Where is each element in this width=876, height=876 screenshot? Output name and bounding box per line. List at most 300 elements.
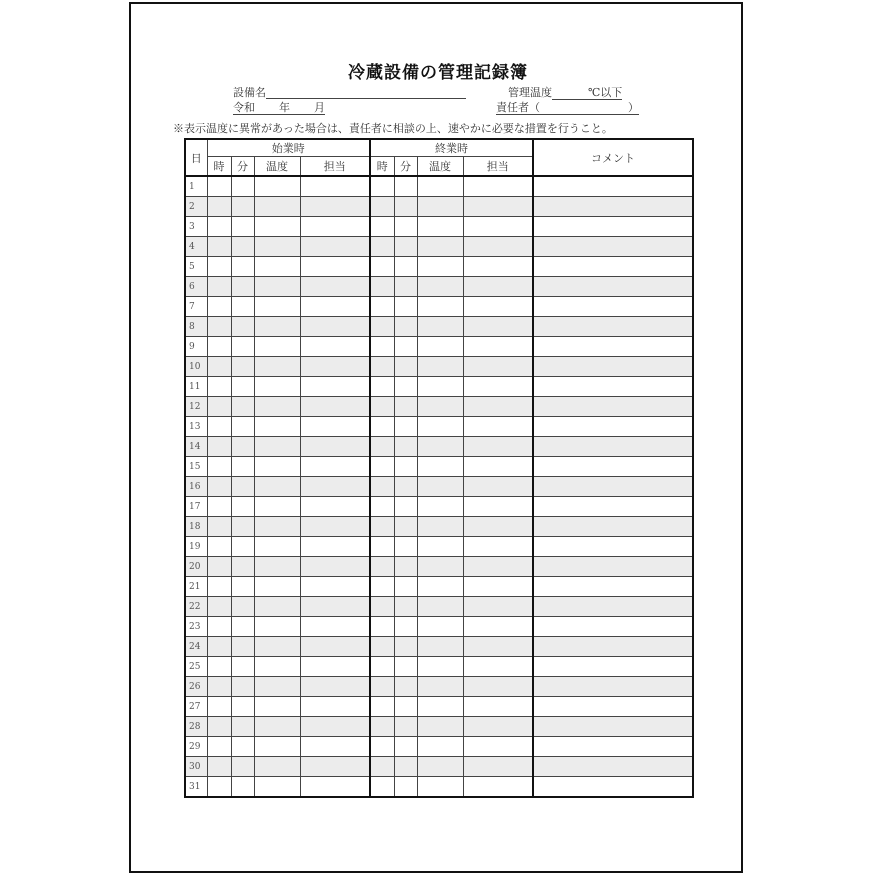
log-body [185,176,693,797]
end-staff-cell[interactable] [463,697,533,717]
start-temp-cell[interactable] [254,337,300,357]
end-staff-cell[interactable] [463,597,533,617]
comment-cell[interactable] [533,277,693,297]
start-hour-cell[interactable] [207,297,231,317]
start-minute-cell[interactable] [231,637,254,657]
end-temp-cell[interactable] [417,517,463,537]
start-hour-cell[interactable] [207,417,231,437]
start-temp-cell[interactable] [254,176,300,197]
start-hour-cell[interactable] [207,657,231,677]
end-temp-cell[interactable] [417,337,463,357]
end-hour-cell[interactable] [370,597,394,617]
start-temp-cell[interactable] [254,377,300,397]
start-hour-cell[interactable] [207,237,231,257]
start-staff-cell[interactable] [300,317,370,337]
start-temp-cell[interactable] [254,357,300,377]
end-staff-cell[interactable] [463,617,533,637]
end-staff-cell[interactable] [463,757,533,777]
end-hour-cell[interactable] [370,497,394,517]
end-hour-cell[interactable] [370,457,394,477]
end-temp-cell[interactable] [417,377,463,397]
start-hour-cell[interactable] [207,437,231,457]
end-staff-cell[interactable] [463,497,533,517]
start-minute-cell[interactable] [231,617,254,637]
start-minute-cell[interactable] [231,277,254,297]
end-minute-cell[interactable] [394,777,417,798]
comment-cell[interactable] [533,617,693,637]
end-staff-cell[interactable] [463,357,533,377]
comment-cell[interactable] [533,657,693,677]
comment-cell[interactable] [533,397,693,417]
start-temp-cell[interactable] [254,397,300,417]
table-row [185,697,693,717]
comment-cell[interactable] [533,497,693,517]
start-staff-cell[interactable] [300,357,370,377]
end-hour-cell[interactable] [370,477,394,497]
start-minute-cell[interactable] [231,297,254,317]
end-hour-cell[interactable] [370,677,394,697]
start-minute-cell[interactable] [231,237,254,257]
start-minute-cell[interactable] [231,257,254,277]
start-minute-cell[interactable] [231,717,254,737]
end-hour-cell[interactable] [370,197,394,217]
start-hour-cell[interactable] [207,637,231,657]
end-hour-cell[interactable] [370,697,394,717]
end-minute-cell[interactable] [394,557,417,577]
start-temp-cell[interactable] [254,517,300,537]
end-minute-cell[interactable] [394,417,417,437]
start-minute-cell[interactable] [231,317,254,337]
end-staff-cell[interactable] [463,637,533,657]
end-hour-cell[interactable] [370,377,394,397]
end-temp-cell[interactable] [417,176,463,197]
start-minute-cell[interactable] [231,557,254,577]
end-hour-header: 時 [370,157,394,177]
end-hour-cell[interactable] [370,617,394,637]
start-temp-cell[interactable] [254,577,300,597]
start-minute-cell[interactable] [231,677,254,697]
end-minute-cell[interactable] [394,737,417,757]
end-temp-cell[interactable] [417,277,463,297]
comment-cell[interactable] [533,517,693,537]
end-staff-cell[interactable] [463,437,533,457]
start-hour-cell[interactable] [207,277,231,297]
end-temp-cell[interactable] [417,197,463,217]
start-temp-cell[interactable] [254,637,300,657]
comment-cell[interactable] [533,557,693,577]
start-staff-cell[interactable] [300,577,370,597]
day-number: 9 [185,337,207,357]
start-temp-cell[interactable] [254,537,300,557]
end-temp-cell[interactable] [417,317,463,337]
month-label: 月 [314,101,325,114]
end-temp-cell[interactable] [417,257,463,277]
start-minute-cell[interactable] [231,337,254,357]
end-minute-cell[interactable] [394,617,417,637]
start-minute-cell[interactable] [231,697,254,717]
start-hour-cell[interactable] [207,677,231,697]
start-staff-cell[interactable] [300,497,370,517]
start-temp-cell[interactable] [254,477,300,497]
start-staff-cell[interactable] [300,397,370,417]
end-temp-cell[interactable] [417,537,463,557]
comment-cell[interactable] [533,297,693,317]
start-minute-cell[interactable] [231,757,254,777]
end-temp-cell[interactable] [417,577,463,597]
end-staff-cell[interactable] [463,457,533,477]
end-staff-cell[interactable] [463,217,533,237]
start-hour-cell[interactable] [207,597,231,617]
start-staff-cell[interactable] [300,717,370,737]
start-hour-cell[interactable] [207,557,231,577]
start-hour-cell[interactable] [207,577,231,597]
end-temp-cell[interactable] [417,777,463,798]
end-minute-cell[interactable] [394,717,417,737]
start-temp-cell[interactable] [254,697,300,717]
end-staff-cell[interactable] [463,477,533,497]
comment-cell[interactable] [533,537,693,557]
start-hour-cell[interactable] [207,457,231,477]
start-minute-cell[interactable] [231,217,254,237]
end-temp-cell[interactable] [417,657,463,677]
end-minute-cell[interactable] [394,677,417,697]
end-minute-cell[interactable] [394,697,417,717]
end-staff-cell[interactable] [463,517,533,537]
start-minute-cell[interactable] [231,597,254,617]
end-staff-cell[interactable] [463,257,533,277]
end-temp-cell[interactable] [417,637,463,657]
start-minute-cell[interactable] [231,457,254,477]
end-temp-cell[interactable] [417,757,463,777]
end-staff-cell[interactable] [463,197,533,217]
end-minute-cell[interactable] [394,657,417,677]
start-staff-cell[interactable] [300,617,370,637]
day-number: 14 [185,437,207,457]
start-staff-cell[interactable] [300,377,370,397]
end-temp-cell[interactable] [417,617,463,637]
start-staff-cell[interactable] [300,697,370,717]
end-minute-cell[interactable] [394,176,417,197]
start-hour-cell[interactable] [207,176,231,197]
end-staff-cell[interactable] [463,557,533,577]
start-staff-cell[interactable] [300,657,370,677]
start-staff-cell[interactable] [300,457,370,477]
end-hour-cell[interactable] [370,777,394,798]
end-staff-cell[interactable] [463,537,533,557]
start-temp-cell[interactable] [254,257,300,277]
comment-cell[interactable] [533,697,693,717]
comment-cell[interactable] [533,737,693,757]
end-staff-cell[interactable] [463,377,533,397]
start-minute-cell[interactable] [231,417,254,437]
table-row [185,577,693,597]
table-row [185,437,693,457]
comment-cell[interactable] [533,717,693,737]
comment-cell[interactable] [533,477,693,497]
start-staff-cell[interactable] [300,537,370,557]
start-staff-cell[interactable] [300,757,370,777]
end-temp-cell[interactable] [417,497,463,517]
end-hour-cell[interactable] [370,717,394,737]
start-temp-cell[interactable] [254,217,300,237]
start-minute-cell[interactable] [231,357,254,377]
start-temp-cell[interactable] [254,777,300,798]
end-minute-cell[interactable] [394,537,417,557]
end-minute-cell[interactable] [394,377,417,397]
end-hour-cell[interactable] [370,317,394,337]
start-minute-cell[interactable] [231,176,254,197]
start-hour-cell[interactable] [207,497,231,517]
end-hour-cell[interactable] [370,337,394,357]
temperature-log-table [184,138,694,798]
table-row [185,777,693,798]
end-minute-cell[interactable] [394,637,417,657]
comment-cell[interactable] [533,197,693,217]
end-minute-cell[interactable] [394,757,417,777]
start-temp-cell[interactable] [254,197,300,217]
end-hour-cell[interactable] [370,437,394,457]
comment-cell[interactable] [533,317,693,337]
start-hour-cell[interactable] [207,757,231,777]
comment-cell[interactable] [533,417,693,437]
start-hour-cell[interactable] [207,617,231,637]
end-hour-cell[interactable] [370,537,394,557]
start-staff-cell[interactable] [300,257,370,277]
end-staff-cell[interactable] [463,317,533,337]
start-temp-cell[interactable] [254,757,300,777]
end-minute-cell[interactable] [394,237,417,257]
end-staff-cell[interactable] [463,657,533,677]
start-temp-cell[interactable] [254,497,300,517]
end-staff-cell[interactable] [463,237,533,257]
comment-cell[interactable] [533,377,693,397]
end-staff-cell[interactable] [463,297,533,317]
end-temp-cell[interactable] [417,557,463,577]
end-minute-cell[interactable] [394,357,417,377]
end-temp-cell[interactable] [417,397,463,417]
start-staff-cell[interactable] [300,637,370,657]
end-hour-cell[interactable] [370,757,394,777]
end-temp-cell[interactable] [417,297,463,317]
start-temp-cell[interactable] [254,237,300,257]
start-staff-cell[interactable] [300,176,370,197]
start-minute-cell[interactable] [231,397,254,417]
end-hour-cell[interactable] [370,277,394,297]
start-hour-cell[interactable] [207,777,231,798]
start-minute-cell[interactable] [231,737,254,757]
start-minute-cell[interactable] [231,497,254,517]
start-staff-cell[interactable] [300,737,370,757]
end-hour-cell[interactable] [370,237,394,257]
comment-cell[interactable] [533,337,693,357]
start-staff-cell[interactable] [300,437,370,457]
start-hour-cell[interactable] [207,537,231,557]
start-hour-cell[interactable] [207,317,231,337]
end-staff-cell[interactable] [463,277,533,297]
end-hour-cell[interactable] [370,657,394,677]
end-staff-cell[interactable] [463,176,533,197]
end-staff-cell[interactable] [463,777,533,798]
start-staff-cell[interactable] [300,777,370,798]
start-temp-cell[interactable] [254,657,300,677]
page-title: 冷蔵設備の管理記録簿 [348,63,528,83]
start-staff-cell[interactable] [300,417,370,437]
start-hour-cell[interactable] [207,377,231,397]
comment-cell[interactable] [533,637,693,657]
start-minute-cell[interactable] [231,577,254,597]
start-temp-cell[interactable] [254,437,300,457]
end-temp-cell[interactable] [417,437,463,457]
end-staff-cell[interactable] [463,417,533,437]
end-minute-cell[interactable] [394,597,417,617]
end-minute-cell[interactable] [394,577,417,597]
start-staff-cell[interactable] [300,477,370,497]
start-minute-cell[interactable] [231,537,254,557]
end-staff-cell[interactable] [463,577,533,597]
start-staff-cell[interactable] [300,237,370,257]
end-hour-cell[interactable] [370,357,394,377]
start-staff-cell[interactable] [300,297,370,317]
end-minute-cell[interactable] [394,437,417,457]
end-hour-cell[interactable] [370,637,394,657]
start-hour-cell[interactable] [207,197,231,217]
end-hour-cell[interactable] [370,517,394,537]
end-minute-cell[interactable] [394,317,417,337]
start-minute-header: 分 [231,157,254,177]
comment-cell[interactable] [533,577,693,597]
table-row [185,617,693,637]
end-hour-cell[interactable] [370,557,394,577]
end-hour-cell[interactable] [370,176,394,197]
start-minute-cell[interactable] [231,377,254,397]
end-temp-cell[interactable] [417,737,463,757]
end-temp-cell[interactable] [417,417,463,437]
start-temp-cell[interactable] [254,457,300,477]
end-minute-cell[interactable] [394,457,417,477]
start-hour-cell[interactable] [207,337,231,357]
start-temp-cell[interactable] [254,717,300,737]
start-temp-cell[interactable] [254,737,300,757]
start-staff-cell[interactable] [300,517,370,537]
comment-cell[interactable] [533,176,693,197]
end-hour-cell[interactable] [370,217,394,237]
comment-cell[interactable] [533,357,693,377]
comment-cell[interactable] [533,777,693,798]
end-temp-cell[interactable] [417,457,463,477]
end-staff-cell[interactable] [463,337,533,357]
comment-cell[interactable] [533,237,693,257]
day-number: 8 [185,317,207,337]
start-hour-cell[interactable] [207,737,231,757]
end-hour-cell[interactable] [370,737,394,757]
start-staff-cell[interactable] [300,337,370,357]
start-temp-cell[interactable] [254,677,300,697]
start-temp-cell[interactable] [254,277,300,297]
end-temp-cell[interactable] [417,717,463,737]
date-field [233,101,325,115]
start-minute-cell[interactable] [231,437,254,457]
end-minute-cell[interactable] [394,257,417,277]
end-staff-cell[interactable] [463,737,533,757]
start-minute-cell[interactable] [231,777,254,798]
start-minute-cell[interactable] [231,517,254,537]
end-minute-cell[interactable] [394,197,417,217]
day-number: 21 [185,577,207,597]
end-temp-cell[interactable] [417,217,463,237]
start-temp-cell[interactable] [254,617,300,637]
end-minute-cell[interactable] [394,217,417,237]
start-hour-cell[interactable] [207,717,231,737]
comment-cell[interactable] [533,437,693,457]
start-staff-cell[interactable] [300,217,370,237]
end-staff-cell[interactable] [463,397,533,417]
start-temp-cell[interactable] [254,557,300,577]
start-staff-cell[interactable] [300,677,370,697]
start-minute-cell[interactable] [231,657,254,677]
start-hour-cell[interactable] [207,257,231,277]
start-staff-cell[interactable] [300,597,370,617]
end-hour-cell[interactable] [370,577,394,597]
comment-cell[interactable] [533,677,693,697]
end-hour-cell[interactable] [370,397,394,417]
start-staff-cell[interactable] [300,197,370,217]
start-hour-cell[interactable] [207,517,231,537]
start-staff-cell[interactable] [300,277,370,297]
end-temp-cell[interactable] [417,357,463,377]
end-temp-cell[interactable] [417,597,463,617]
start-temp-cell[interactable] [254,597,300,617]
comment-cell[interactable] [533,597,693,617]
start-hour-cell[interactable] [207,697,231,717]
comment-cell[interactable] [533,217,693,237]
end-hour-cell[interactable] [370,257,394,277]
start-temp-cell[interactable] [254,417,300,437]
start-temp-cell[interactable] [254,297,300,317]
start-minute-cell[interactable] [231,477,254,497]
start-minute-cell[interactable] [231,197,254,217]
end-temp-cell[interactable] [417,477,463,497]
end-minute-cell[interactable] [394,477,417,497]
end-temp-cell[interactable] [417,237,463,257]
end-minute-cell[interactable] [394,517,417,537]
end-minute-cell[interactable] [394,297,417,317]
day-number: 18 [185,517,207,537]
start-hour-cell[interactable] [207,397,231,417]
end-temp-cell[interactable] [417,697,463,717]
end-minute-cell[interactable] [394,497,417,517]
comment-cell[interactable] [533,257,693,277]
end-minute-cell[interactable] [394,277,417,297]
comment-cell[interactable] [533,757,693,777]
start-staff-cell[interactable] [300,557,370,577]
comment-cell[interactable] [533,457,693,477]
equipment-name-field [233,86,466,99]
day-number: 29 [185,737,207,757]
day-number: 23 [185,617,207,637]
end-temp-cell[interactable] [417,677,463,697]
end-hour-cell[interactable] [370,297,394,317]
end-staff-cell[interactable] [463,717,533,737]
end-minute-cell[interactable] [394,397,417,417]
day-number: 5 [185,257,207,277]
end-hour-cell[interactable] [370,417,394,437]
start-hour-cell[interactable] [207,217,231,237]
end-minute-cell[interactable] [394,337,417,357]
start-hour-cell[interactable] [207,477,231,497]
start-temp-cell[interactable] [254,317,300,337]
start-hour-cell[interactable] [207,357,231,377]
end-staff-cell[interactable] [463,677,533,697]
